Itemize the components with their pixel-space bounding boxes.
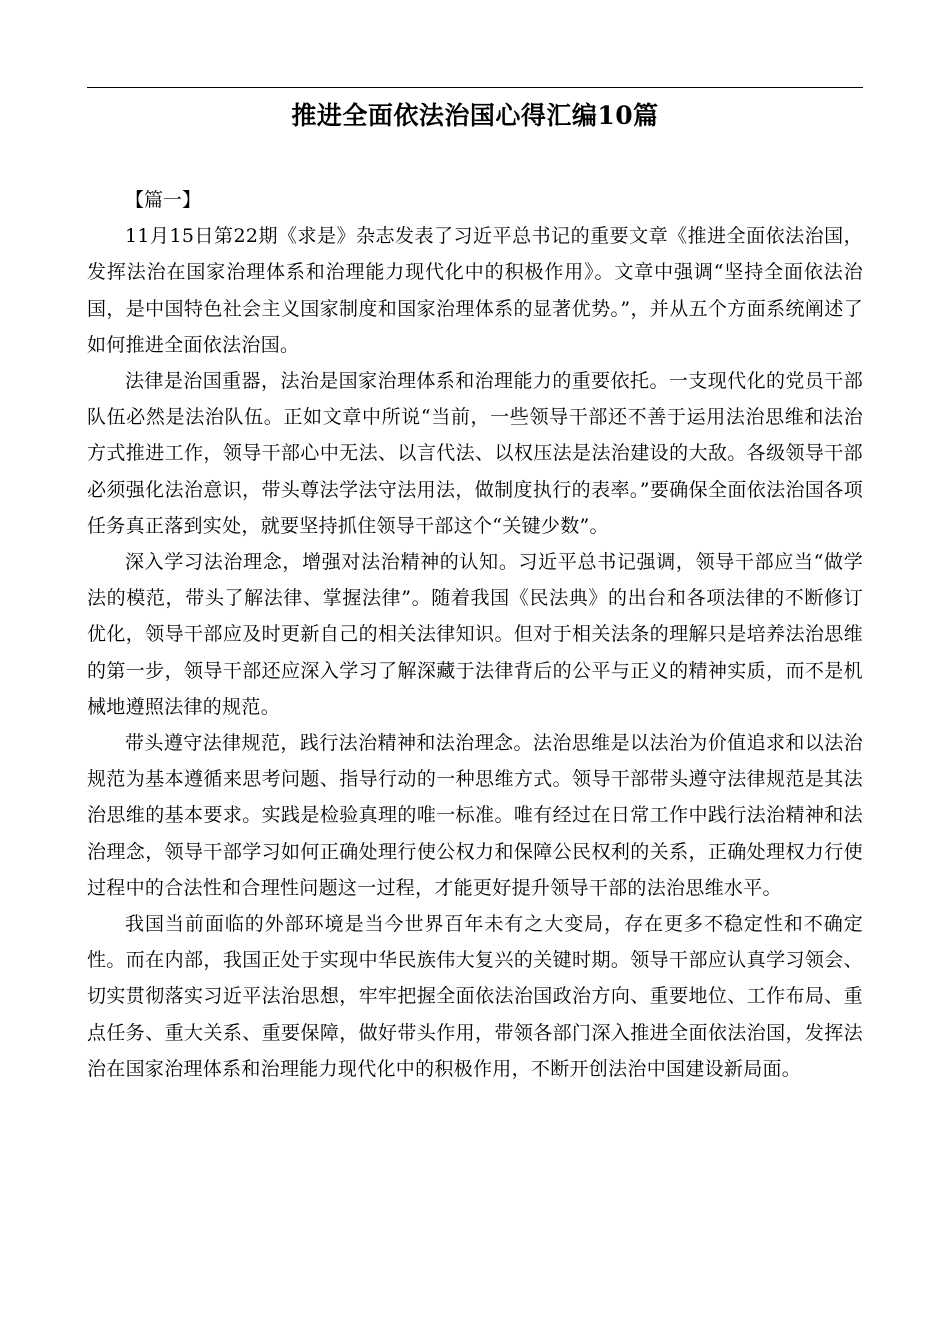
paragraph-4: 带头遵守法律规范，践行法治精神和法治理念。法治思维是以法治为价值追求和以法治规范为基本遵循来思考问题、指导行动的一种思维方式。领导干部带头遵守法律规范是其法治思维的基本要求。实践是检验真理的唯一标准。唯有经过在日常工作中践行法治精神和法治理念，领导干部学习如何正确处理行使公权力和保障公民权利的关系，正确处理权力行使过程中的合法性和合理性问题这一过程，才能更好提升领导干部的法治思维水平。 [87, 732, 863, 899]
section-heading: 【篇一】 [125, 189, 202, 211]
paragraph-2: 法律是治国重器，法治是国家治理体系和治理能力的重要依托。一支现代化的党员干部队伍必然是法治队伍。正如文章中所说“当前，一些领导干部还不善于运用法治思维和法治方式推进工作，领导干部心中无法、以言代法、以权压法是法治建设的大敌。各级领导干部必须强化法治意识，带头尊法学法守法用法，做制度执行的表率。”要确保全面依法治国各项任务真正落到实处，就要坚持抓住领导干部这个“关键少数”。 [87, 370, 863, 537]
document-title: 推进全面依法治国心得汇编10篇 [291, 101, 659, 130]
document-body [87, 182, 863, 1087]
paragraph-3: 深入学习法治理念，增强对法治精神的认知。习近平总书记强调，领导干部应当“做学法的模范，带头了解法律、掌握法律”。随着我国《民法典》的出台和各项法律的不断修订优化，领导干部应及时更新自己的相关法律知识。但对于相关法条的理解只是培养法治思维的第一步，领导干部还应深入学习了解深藏于法律背后的公平与正义的精神实质，而不是机械地遵照法律的规范。 [87, 551, 863, 718]
header-rule [87, 87, 863, 88]
paragraph-5: 我国当前面临的外部环境是当今世界百年未有之大变局，存在更多不稳定性和不确定性。而在内部，我国正处于实现中华民族伟大复兴的关键时期。领导干部应认真学习领会、切实贯彻落实习近平法治思想，牢牢把握全面依法治国政治方向、重要地位、工作布局、重点任务、重大关系、重要保障，做好带头作用，带领各部门深入推进全面依法治国，发挥法治在国家治理体系和治理能力现代化中的积极作用，不断开创法治中国建设新局面。 [87, 913, 863, 1080]
paragraph-1: 11月15日第22期《求是》杂志发表了习近平总书记的重要文章《推进全面依法治国，发挥法治在国家治理体系和治理能力现代化中的积极作用》。文章中强调“坚持全面依法治国，是中国特色社会主义国家制度和国家治理体系的显著优势。”，并从五个方面系统阐述了如何推进全面依法治国。 [87, 225, 863, 356]
